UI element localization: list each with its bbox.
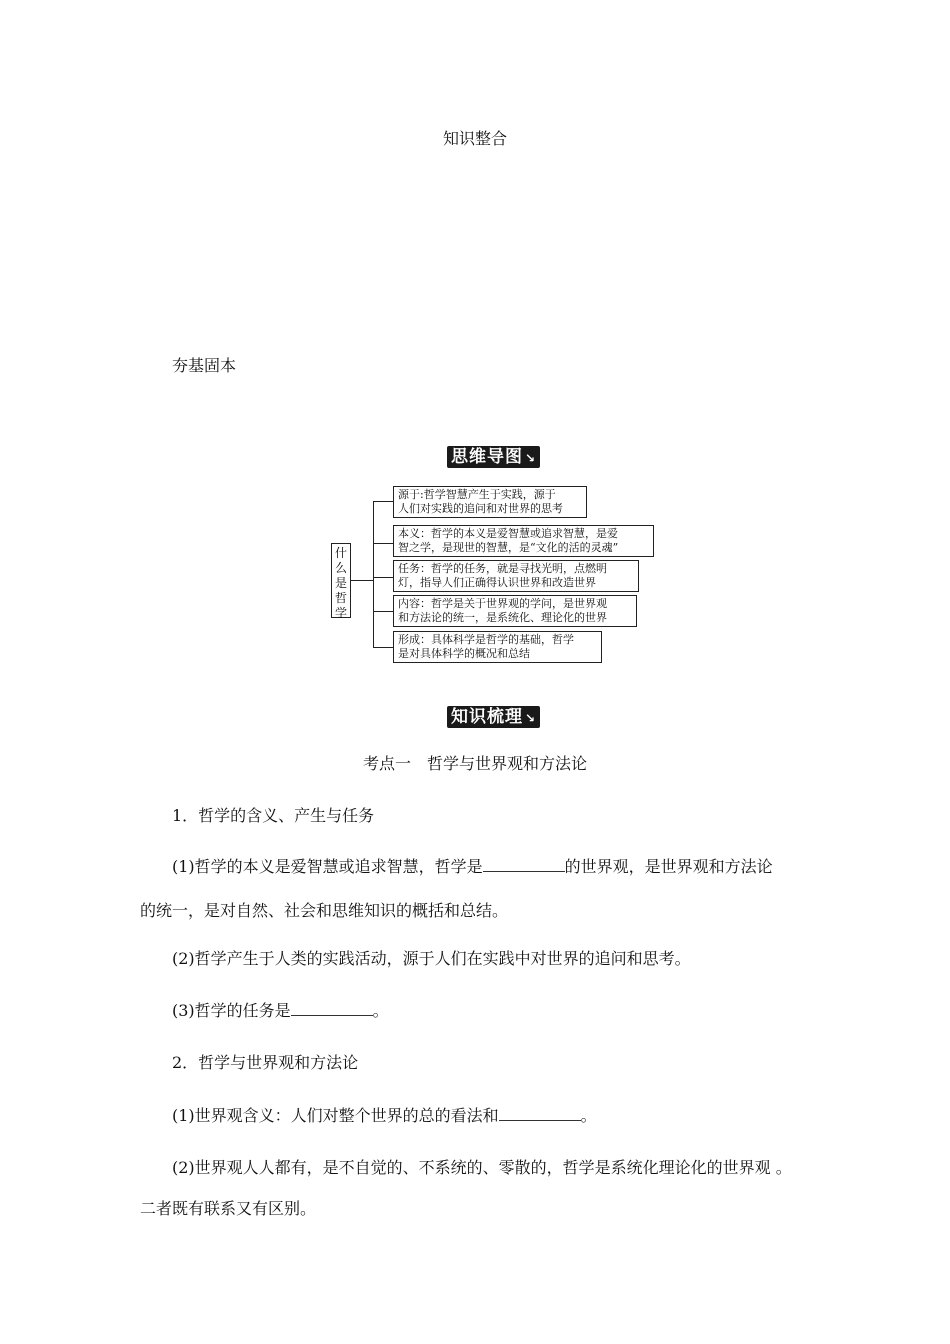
- node-line: 是对具体科学的概况和总结: [398, 647, 530, 660]
- mindmap-node: [393, 595, 637, 627]
- fill-blank[interactable]: [483, 857, 565, 872]
- root-char: 哲: [334, 591, 347, 605]
- fill-blank[interactable]: [291, 1001, 373, 1016]
- heading-2: 2．哲学与世界观和方法论: [172, 1053, 359, 1072]
- root-char: 是: [334, 576, 347, 590]
- node-line: 智之学，是现世的智慧，是“文化的活的灵魂”: [398, 541, 619, 554]
- mindmap-badge-label: 思维导图: [451, 447, 523, 467]
- root-char: 学: [334, 606, 347, 620]
- mindmap-node: [393, 486, 587, 518]
- node-line: 和方法论的统一，是系统化、理论化的世界: [398, 611, 607, 624]
- connector-line: [373, 501, 393, 502]
- kaodian-heading: 考点一 哲学与世界观和方法论: [362, 754, 587, 773]
- connector-line: [373, 611, 393, 612]
- mindmap-node: [393, 560, 639, 592]
- mindmap-badge: [447, 446, 540, 468]
- node-line: 人们对实践的追问和对世界的思考: [398, 502, 563, 515]
- text: 的世界观，是世界观和方法论: [564, 857, 773, 876]
- arrow-icon: ↘: [525, 711, 537, 725]
- root-char: 么: [334, 561, 347, 575]
- page-title: 知识整合: [442, 129, 507, 148]
- knowledge-badge-label: 知识梳理: [451, 707, 523, 727]
- knowledge-badge: [447, 706, 540, 728]
- text: (1)世界观含义：人们对整个世界的总的看法和: [172, 1106, 499, 1125]
- connector-line: [351, 580, 373, 581]
- paragraph: (2)世界观人人都有，是不自觉的、不系统的、零散的，哲学是系统化理论化的世界观 。: [172, 1158, 792, 1177]
- node-line: 源于:哲学智慧产生于实践，源于: [398, 488, 556, 501]
- mindmap-node: [393, 525, 654, 557]
- text: (3)哲学的任务是: [172, 1001, 291, 1020]
- paragraph: [172, 854, 773, 877]
- section-heading: 夯基固本: [172, 356, 237, 375]
- text: 。: [372, 1001, 389, 1020]
- text: (1)哲学的本义是爱智慧或追求智慧，哲学是: [172, 857, 483, 876]
- connector-line: [373, 577, 393, 578]
- text: 。: [580, 1106, 597, 1125]
- node-line: 灯，指导人们正确得认识世界和改造世界: [398, 576, 596, 589]
- node-line: 本义：哲学的本义是爱智慧或追求智慧，是爱: [398, 527, 618, 540]
- connector-line: [373, 501, 374, 647]
- mindmap-node: [393, 631, 602, 663]
- paragraph: (2)哲学产生于人类的实践活动，源于人们在实践中对世界的追问和思考。: [172, 949, 691, 968]
- mindmap-root: [331, 543, 351, 618]
- root-char: 什: [334, 546, 347, 560]
- heading-1: 1．哲学的含义、产生与任务: [172, 806, 375, 825]
- node-line: 形成：具体科学是哲学的基础，哲学: [398, 633, 574, 646]
- paragraph: [172, 1103, 597, 1126]
- connector-line: [373, 647, 393, 648]
- paragraph: 的统一，是对自然、社会和思维知识的概括和总结。: [140, 901, 509, 920]
- paragraph: 二者既有联系又有区别。: [140, 1199, 317, 1218]
- connector-line: [373, 543, 393, 544]
- paragraph: [172, 998, 389, 1021]
- arrow-icon: ↘: [525, 451, 537, 465]
- fill-blank[interactable]: [499, 1106, 581, 1121]
- node-line: 内容：哲学是关于世界观的学问，是世界观: [398, 597, 607, 610]
- node-line: 任务：哲学的任务，就是寻找光明，点燃明: [398, 562, 607, 575]
